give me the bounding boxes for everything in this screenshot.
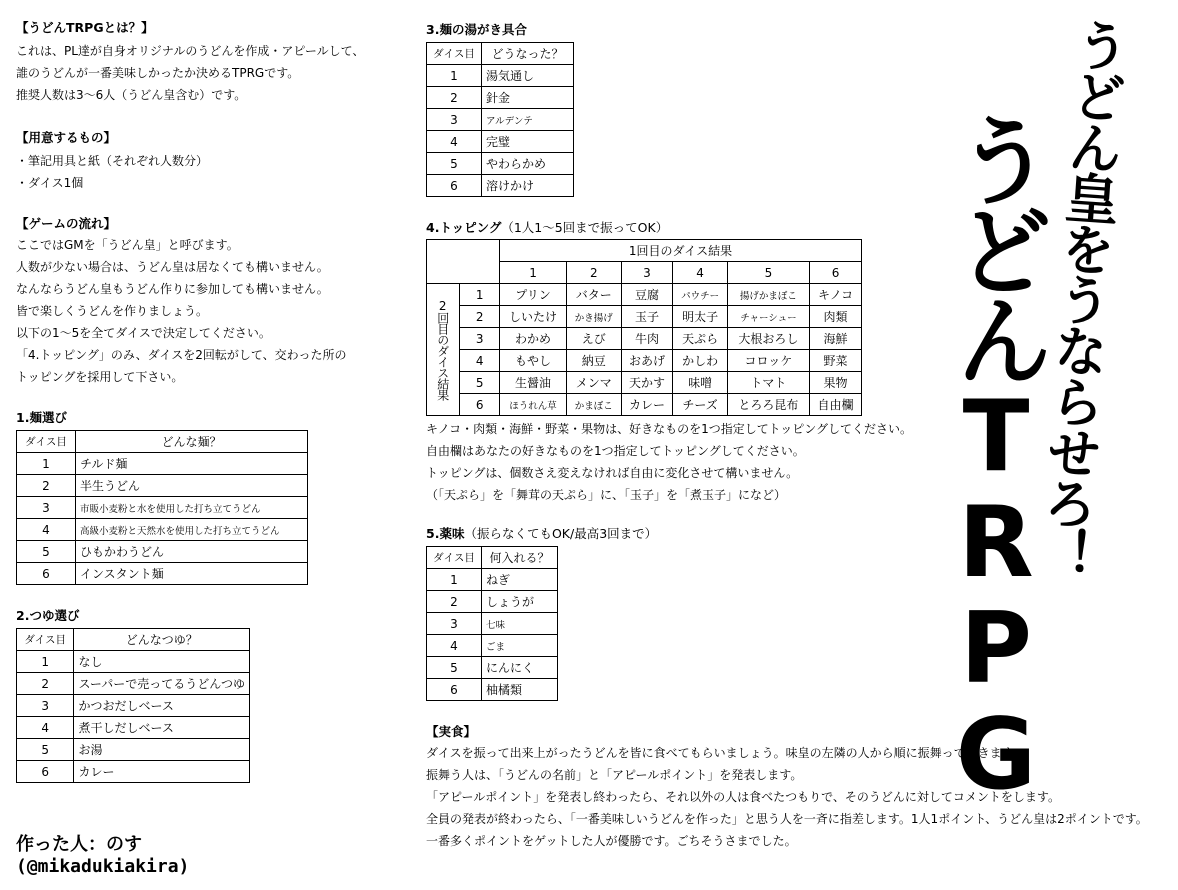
dice-value: 3 xyxy=(17,695,74,717)
column-number: 3 xyxy=(621,262,673,284)
table-row xyxy=(427,372,862,394)
topping-cell: 自由欄 xyxy=(810,394,862,416)
table-row xyxy=(17,651,250,673)
result-value: ひもかわうどん xyxy=(76,541,308,563)
title-subtitle: うどん皇をうならせろ！ xyxy=(1029,15,1132,580)
dice-value: 6 xyxy=(17,761,74,783)
table-row xyxy=(17,717,250,739)
topping-cell: チャーシュー xyxy=(727,306,809,328)
result-value: 完璧 xyxy=(482,131,574,153)
intro-line: 誰のうどんが一番美味しかったか決めるTPRGです。 xyxy=(16,66,300,80)
result-column-header: 何入れる？ xyxy=(482,547,558,569)
credit-name: 作った人：のす xyxy=(16,834,142,855)
topping-cell: 牛肉 xyxy=(621,328,673,350)
noodle-title: 1.麺選び xyxy=(16,410,67,425)
topping-cell: 豆腐 xyxy=(621,284,673,306)
flow-line: ここではGMを「うどん皇」と呼びます。 xyxy=(16,238,239,252)
result-value: チルド麺 xyxy=(76,453,308,475)
tasting-line: 全員の発表が終わったら、「一番美味しいうどんを作った」と思う人を一斉に指差します。1人1ポイント、うどん皇は2ポイントです。 xyxy=(426,812,1148,826)
table-row xyxy=(427,613,558,635)
topping-cell: 納豆 xyxy=(567,350,621,372)
noodle-section xyxy=(16,408,308,585)
table-header xyxy=(17,431,308,453)
result-value: 湯気通し xyxy=(482,65,574,87)
table-row xyxy=(427,591,558,613)
condiment-section xyxy=(426,524,657,701)
supplies-title: 【用意するもの】 xyxy=(16,130,117,145)
dice-value: 3 xyxy=(427,613,482,635)
flow-line: 「4.トッピング」のみ、ダイスを2回転がして、交わった所の xyxy=(16,348,347,362)
result-value: 柚橘類 xyxy=(482,679,558,701)
dice-value: 1 xyxy=(427,569,482,591)
topping-cell: 明太子 xyxy=(673,306,727,328)
topping-cell: 果物 xyxy=(810,372,862,394)
result-value: ごま xyxy=(482,635,558,657)
credit xyxy=(16,834,189,878)
topping-cell: かき揚げ xyxy=(567,306,621,328)
dice-column-header: ダイス目 xyxy=(17,629,74,651)
flow-line: トッピングを採用して下さい。 xyxy=(16,370,184,384)
result-value: にんにく xyxy=(482,657,558,679)
flow-line: 皆で楽しくうどんを作りましょう。 xyxy=(16,304,209,318)
dice-value: 4 xyxy=(17,717,74,739)
condiment-title: 5.薬味 xyxy=(426,526,465,541)
tasting-line: 「アピールポイント」を発表し終わったら、それ以外の人は食べたつもりで、そのうどんに対してコメントをします。 xyxy=(426,790,1060,804)
dice-value: 2 xyxy=(17,475,76,497)
topping-cell: トマト xyxy=(727,372,809,394)
result-value: 七味 xyxy=(482,613,558,635)
row-number: 4 xyxy=(460,350,500,372)
topping-cell: かしわ xyxy=(673,350,727,372)
flow-line: なんならうどん皇もうどん作りに参加しても構いません。 xyxy=(16,282,329,296)
soup-section xyxy=(16,606,250,783)
dice-value: 3 xyxy=(427,109,482,131)
row-number: 2 xyxy=(460,306,500,328)
table-row xyxy=(427,394,862,416)
table-row xyxy=(427,679,558,701)
dice-value: 2 xyxy=(427,591,482,613)
row-number: 1 xyxy=(460,284,500,306)
table-row xyxy=(427,328,862,350)
tasting-title: 【実食】 xyxy=(426,724,477,739)
result-value: インスタント麺 xyxy=(76,563,308,585)
second-roll-header xyxy=(427,284,460,416)
tasting-line: 振舞う人は、「うどんの名前」と「アピールポイント」を発表します。 xyxy=(426,768,803,782)
dice-value: 1 xyxy=(427,65,482,87)
table-header xyxy=(17,629,250,651)
dice-value: 1 xyxy=(17,651,74,673)
soup-title: 2.つゆ選び xyxy=(16,608,80,623)
table-row xyxy=(17,519,308,541)
intro-line: 推奨人数は3～6人（うどん皇含む）です。 xyxy=(16,88,247,102)
table-row xyxy=(17,739,250,761)
topping-cell: 玉子 xyxy=(621,306,673,328)
table-row xyxy=(427,109,574,131)
table-row xyxy=(427,350,862,372)
dice-column-header: ダイス目 xyxy=(17,431,76,453)
row-number: 6 xyxy=(460,394,500,416)
boil-section xyxy=(426,20,574,197)
topping-note: （「天ぷら」を「舞茸の天ぷら」に、「玉子」を「煮玉子」になど） xyxy=(426,488,787,502)
noodle-table xyxy=(16,430,308,585)
table-header xyxy=(427,547,558,569)
topping-cell: 肉類 xyxy=(810,306,862,328)
table-row xyxy=(427,306,862,328)
topping-cell: とろろ昆布 xyxy=(727,394,809,416)
result-value: お湯 xyxy=(74,739,250,761)
condiment-table xyxy=(426,546,558,701)
topping-note: トッピングは、個数さえ変えなければ自由に変化させて構いません。 xyxy=(426,466,799,480)
dice-column-header: ダイス目 xyxy=(427,43,482,65)
topping-subtitle: （1人1～5回まで振ってOK） xyxy=(501,220,669,235)
topping-cell: カレー xyxy=(621,394,673,416)
topping-cell: 海鮮 xyxy=(810,328,862,350)
result-value: アルデンテ xyxy=(482,109,574,131)
dice-value: 1 xyxy=(17,453,76,475)
topping-cell: プリン xyxy=(500,284,567,306)
table-row xyxy=(17,761,250,783)
corner-cell xyxy=(427,240,500,284)
table-header xyxy=(427,43,574,65)
column-number: 2 xyxy=(567,262,621,284)
result-value: やわらかめ xyxy=(482,153,574,175)
boil-table xyxy=(426,42,574,197)
dice-value: 5 xyxy=(427,657,482,679)
result-value: ねぎ xyxy=(482,569,558,591)
dice-value: 5 xyxy=(427,153,482,175)
table-row xyxy=(427,131,574,153)
topping-title: 4.トッピング xyxy=(426,220,502,235)
topping-cell: わかめ xyxy=(500,328,567,350)
second-roll-label: 2回目のダイス結果 xyxy=(435,299,450,400)
topping-cell: 揚げかまぼこ xyxy=(727,284,809,306)
result-value: なし xyxy=(74,651,250,673)
topping-heading xyxy=(426,218,912,236)
topping-cell: 天ぷら xyxy=(673,328,727,350)
intro-line: これは、PL達が自身オリジナルのうどんを作成・アピールして、 xyxy=(16,44,365,58)
table-row xyxy=(427,65,574,87)
result-value: カレー xyxy=(74,761,250,783)
topping-cell: 大根おろし xyxy=(727,328,809,350)
result-column-header: どんなつゆ？ xyxy=(74,629,250,651)
table-row xyxy=(427,284,862,306)
topping-cell: パウチー xyxy=(673,284,727,306)
column-number: 5 xyxy=(727,262,809,284)
topping-cell: キノコ xyxy=(810,284,862,306)
topping-cell: 天かす xyxy=(621,372,673,394)
condiment-heading xyxy=(426,524,657,542)
table-row xyxy=(427,175,574,197)
topping-cell: 味噌 xyxy=(673,372,727,394)
tasting-line: 一番多くポイントをゲットした人が優勝です。ごちそうさまでした。 xyxy=(426,834,797,848)
table-row xyxy=(427,569,558,591)
credit-handle: (@mikadukiakira) xyxy=(16,856,190,877)
topping-cell: コロッケ xyxy=(727,350,809,372)
result-value: 溶けかけ xyxy=(482,175,574,197)
flow-section xyxy=(16,214,347,388)
topping-cell: えび xyxy=(567,328,621,350)
flow-title: 【ゲームの流れ】 xyxy=(16,216,117,231)
table-row xyxy=(427,657,558,679)
topping-cell: ほうれん草 xyxy=(500,394,567,416)
topping-cell: 生醤油 xyxy=(500,372,567,394)
result-column-header: どうなった？ xyxy=(482,43,574,65)
boil-title: 3.麺の湯がき具合 xyxy=(426,22,527,37)
topping-cell: チーズ xyxy=(673,394,727,416)
table-row xyxy=(17,497,308,519)
result-value: 半生うどん xyxy=(76,475,308,497)
table-row xyxy=(17,563,308,585)
column-number: 6 xyxy=(810,262,862,284)
table-row xyxy=(17,695,250,717)
dice-value: 4 xyxy=(17,519,76,541)
column-number: 1 xyxy=(500,262,567,284)
row-number: 5 xyxy=(460,372,500,394)
supplies-line: ・ダイス1個 xyxy=(16,176,84,190)
table-row xyxy=(17,673,250,695)
result-value: スーパーで売ってるうどんつゆ xyxy=(74,673,250,695)
intro-section xyxy=(16,18,364,106)
result-value: 市販小麦粉と水を使用した打ち立てうどん xyxy=(76,497,308,519)
topping-cell: かまぼこ xyxy=(567,394,621,416)
column-number: 4 xyxy=(673,262,727,284)
topping-note: 自由欄はあなたの好きなものを1つ指定してトッピングしてください。 xyxy=(426,444,805,458)
topping-cell: もやし xyxy=(500,350,567,372)
topping-cell: おあげ xyxy=(621,350,673,372)
dice-value: 6 xyxy=(427,679,482,701)
table-row xyxy=(427,635,558,657)
table-row xyxy=(427,153,574,175)
condiment-subtitle: （振らなくてもOK/最高3回まで） xyxy=(464,526,658,541)
table-row xyxy=(427,87,574,109)
topping-cell: しいたけ xyxy=(500,306,567,328)
row-number: 3 xyxy=(460,328,500,350)
first-roll-header: 1回目のダイス結果 xyxy=(500,240,862,262)
supplies-section xyxy=(16,128,208,194)
intro-title: 【うどんTRPGとは？】 xyxy=(16,20,154,35)
result-value: かつおだしベース xyxy=(74,695,250,717)
dice-value: 4 xyxy=(427,635,482,657)
result-value: 高級小麦粉と天然水を使用した打ち立てうどん xyxy=(76,519,308,541)
table-row xyxy=(17,475,308,497)
topping-note: キノコ・肉類・海鮮・野菜・果物は、好きなものを1つ指定してトッピングしてください。 xyxy=(426,422,912,436)
dice-column-header: ダイス目 xyxy=(427,547,482,569)
table-header xyxy=(427,240,862,262)
result-value: しょうが xyxy=(482,591,558,613)
table-row xyxy=(17,541,308,563)
topping-section xyxy=(426,218,912,506)
title-main: うどんTRPG xyxy=(939,110,1053,804)
dice-value: 6 xyxy=(427,175,482,197)
topping-cell: 野菜 xyxy=(810,350,862,372)
table-row xyxy=(17,453,308,475)
topping-table xyxy=(426,239,862,416)
tasting-line: ダイスを振って出来上がったうどんを皆に食べてもらいましょう。味皇の左隣の人から順に振舞っていきます。 xyxy=(426,746,1025,760)
topping-cell: メンマ xyxy=(567,372,621,394)
supplies-line: ・筆記用具と紙（それぞれ人数分） xyxy=(16,154,209,168)
result-value: 煮干しだしベース xyxy=(74,717,250,739)
dice-value: 2 xyxy=(427,87,482,109)
dice-value: 5 xyxy=(17,739,74,761)
flow-line: 以下の1～5を全てダイスで決定してください。 xyxy=(16,326,271,340)
dice-value: 5 xyxy=(17,541,76,563)
topping-cell: バター xyxy=(567,284,621,306)
dice-value: 3 xyxy=(17,497,76,519)
dice-value: 6 xyxy=(17,563,76,585)
dice-value: 4 xyxy=(427,131,482,153)
soup-table xyxy=(16,628,250,783)
result-column-header: どんな麺？ xyxy=(76,431,308,453)
result-value: 針金 xyxy=(482,87,574,109)
flow-line: 人数が少ない場合は、うどん皇は居なくても構いません。 xyxy=(16,260,329,274)
dice-value: 2 xyxy=(17,673,74,695)
